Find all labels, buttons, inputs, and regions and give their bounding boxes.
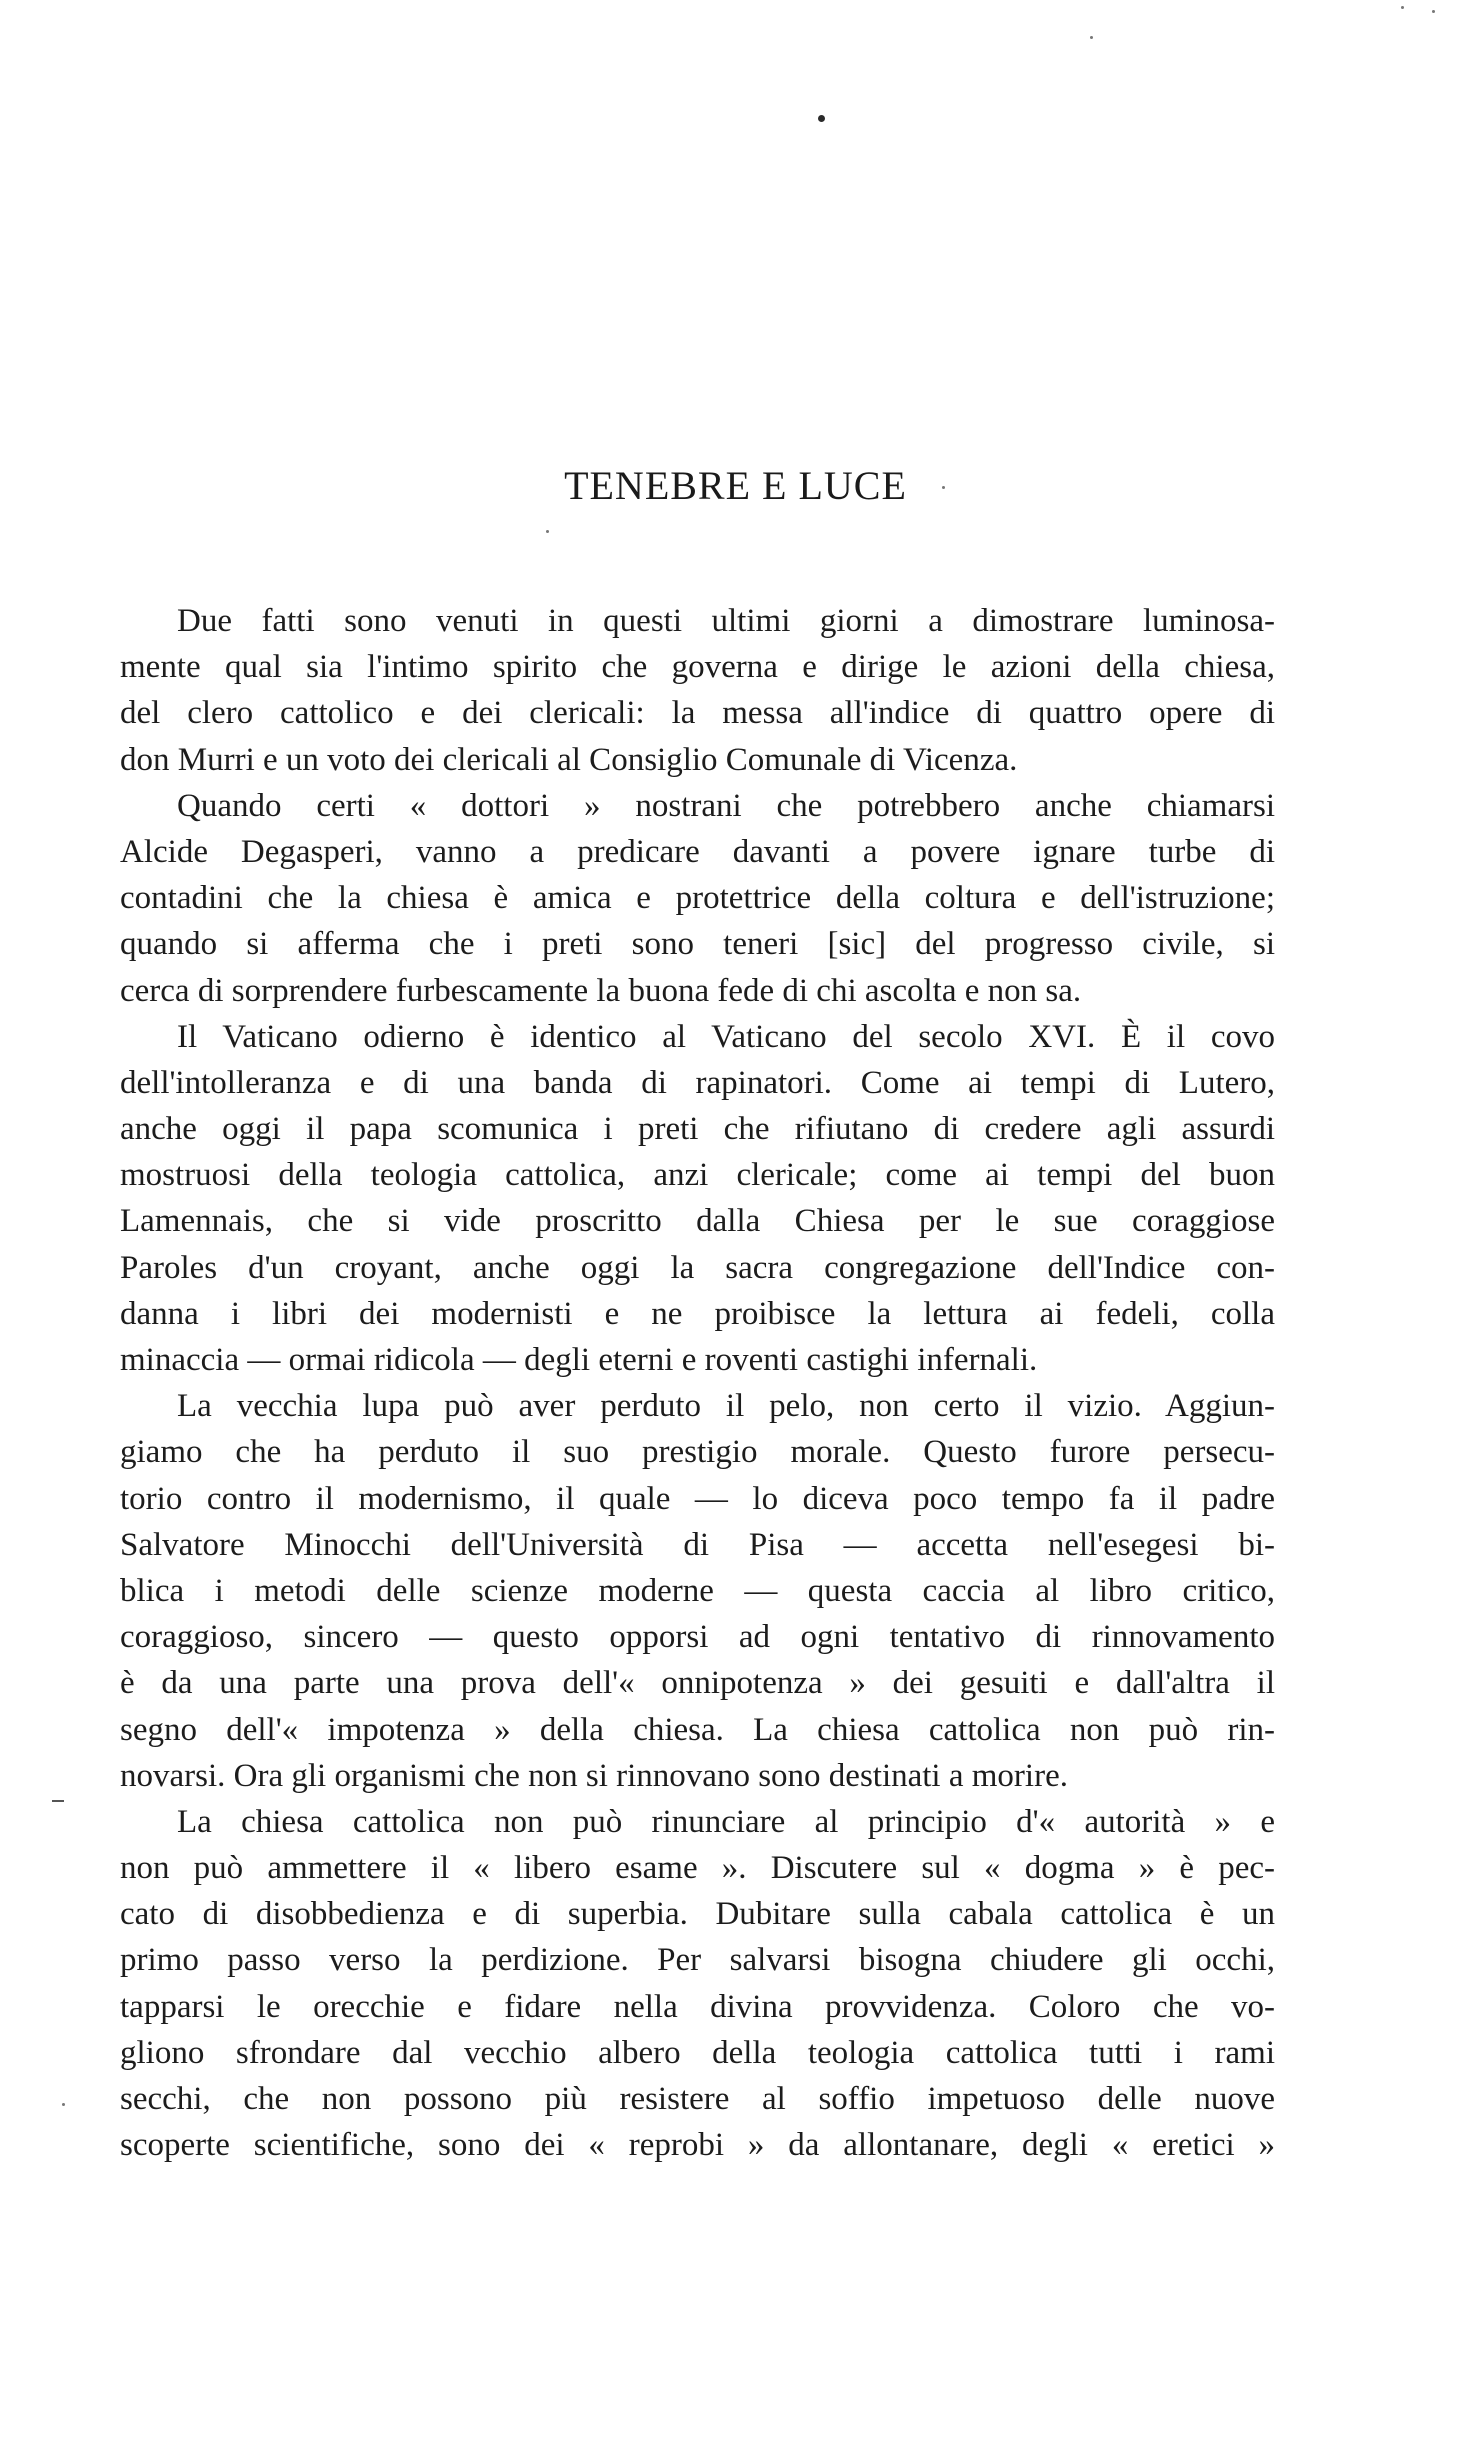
text-line: primo passo verso la perdizione. Per salvarsi bisogna chiudere gli occhi,	[120, 1942, 1275, 1979]
text-line: Salvatore Minocchi dell'Università di Pisa — accetta nell'esegesi bi-	[120, 1526, 1275, 1563]
text-line: don Murri e un voto dei clericali al Consiglio Comunale di Vicenza.	[120, 741, 1018, 778]
text-line: Lamennais, che si vide proscritto dalla Chiesa per le sue coraggiose	[120, 1203, 1275, 1240]
margin-mark	[52, 1800, 64, 1802]
text-line: segno dell'« impotenza » della chiesa. La chiesa cattolica non può rin-	[120, 1711, 1275, 1748]
text-line: novarsi. Ora gli organismi che non si rinnovano sono destinati a morire.	[120, 1757, 1068, 1794]
ink-speck	[1401, 6, 1404, 9]
text-line: Due fatti sono venuti in questi ultimi giorni a dimostrare luminosa-	[177, 603, 1275, 639]
ink-speck	[546, 530, 549, 533]
page-title: TENEBRE E LUCE	[564, 463, 907, 508]
text-line: minaccia — ormai ridicola — degli eterni e roventi castighi infernali.	[120, 1342, 1038, 1378]
text-line: Quando certi « dottori » nostrani che potrebbero anche chiamarsi	[177, 787, 1275, 824]
text-line: La vecchia lupa può aver perduto il pelo, non certo il vizio. Aggiun-	[177, 1388, 1275, 1425]
text-line: del clero cattolico e dei clericali: la messa all'indice di quattro opere di	[120, 695, 1275, 732]
text-line: anche oggi il papa scomunica i preti che rifiutano di credere agli assurdi	[120, 1111, 1275, 1148]
ink-dot	[818, 115, 825, 122]
text-line: non può ammettere il « libero esame ». Discutere sul « dogma » è pec-	[120, 1850, 1275, 1887]
ink-speck	[1090, 36, 1093, 39]
text-line: torio contro il modernismo, il quale — lo diceva poco tempo fa il padre	[120, 1480, 1275, 1517]
text-line: è da una parte una prova dell'« onnipotenza » dei gesuiti e dall'altra il	[120, 1665, 1275, 1702]
body-text	[120, 598, 1275, 2168]
text-line: coraggioso, sincero — questo opporsi ad ogni tentativo di rinnovamento	[120, 1619, 1275, 1656]
text-line: scoperte scientifiche, sono dei « reprobi » da allontanare, degli « eretici »	[120, 2127, 1275, 2164]
text-line: La chiesa cattolica non può rinunciare al principio d'« autorità » e	[177, 1803, 1275, 1840]
ink-speck	[62, 2103, 65, 2106]
text-line: giamo che ha perduto il suo prestigio morale. Questo furore persecu-	[120, 1434, 1275, 1471]
text-line: cerca di sorprendere furbescamente la buona fede di chi ascolta e non sa.	[120, 972, 1082, 1009]
text-line: tapparsi le orecchie e fidare nella divina provvidenza. Coloro che vo-	[120, 1988, 1275, 2025]
text-line: secchi, che non possono più resistere al soffio impetuoso delle nuove	[120, 2081, 1275, 2117]
text-line: mente qual sia l'intimo spirito che governa e dirige le azioni della chiesa,	[120, 649, 1275, 686]
text-line: contadini che la chiesa è amica e protettrice della coltura e dell'istruzione;	[120, 880, 1275, 917]
text-line: gliono sfrondare dal vecchio albero della teologia cattolica tutti i rami	[120, 2034, 1275, 2071]
text-line: quando si afferma che i preti sono teneri [sic] del progresso civile, si	[120, 926, 1275, 963]
text-line: Alcide Degasperi, vanno a predicare davanti a povere ignare turbe di	[120, 833, 1275, 870]
text-line: cato di disobbedienza e di superbia. Dubitare sulla cabala cattolica è un	[120, 1896, 1275, 1933]
text-line: Il Vaticano odierno è identico al Vaticano del secolo XVI. È il covo	[177, 1018, 1275, 1055]
text-line: Paroles d'un croyant, anche oggi la sacra congregazione dell'Indice con-	[120, 1249, 1275, 1286]
text-line: mostruosi della teologia cattolica, anzi clericale; come ai tempi del buon	[120, 1157, 1275, 1194]
text-line: blica i metodi delle scienze moderne — questa caccia al libro critico,	[120, 1572, 1275, 1609]
text-line: danna i libri dei modernisti e ne proibisce la lettura ai fedeli, colla	[120, 1295, 1275, 1332]
text-line: dell'intolleranza e di una banda di rapinatori. Come ai tempi di Lutero,	[120, 1064, 1275, 1101]
ink-speck	[1432, 10, 1435, 13]
